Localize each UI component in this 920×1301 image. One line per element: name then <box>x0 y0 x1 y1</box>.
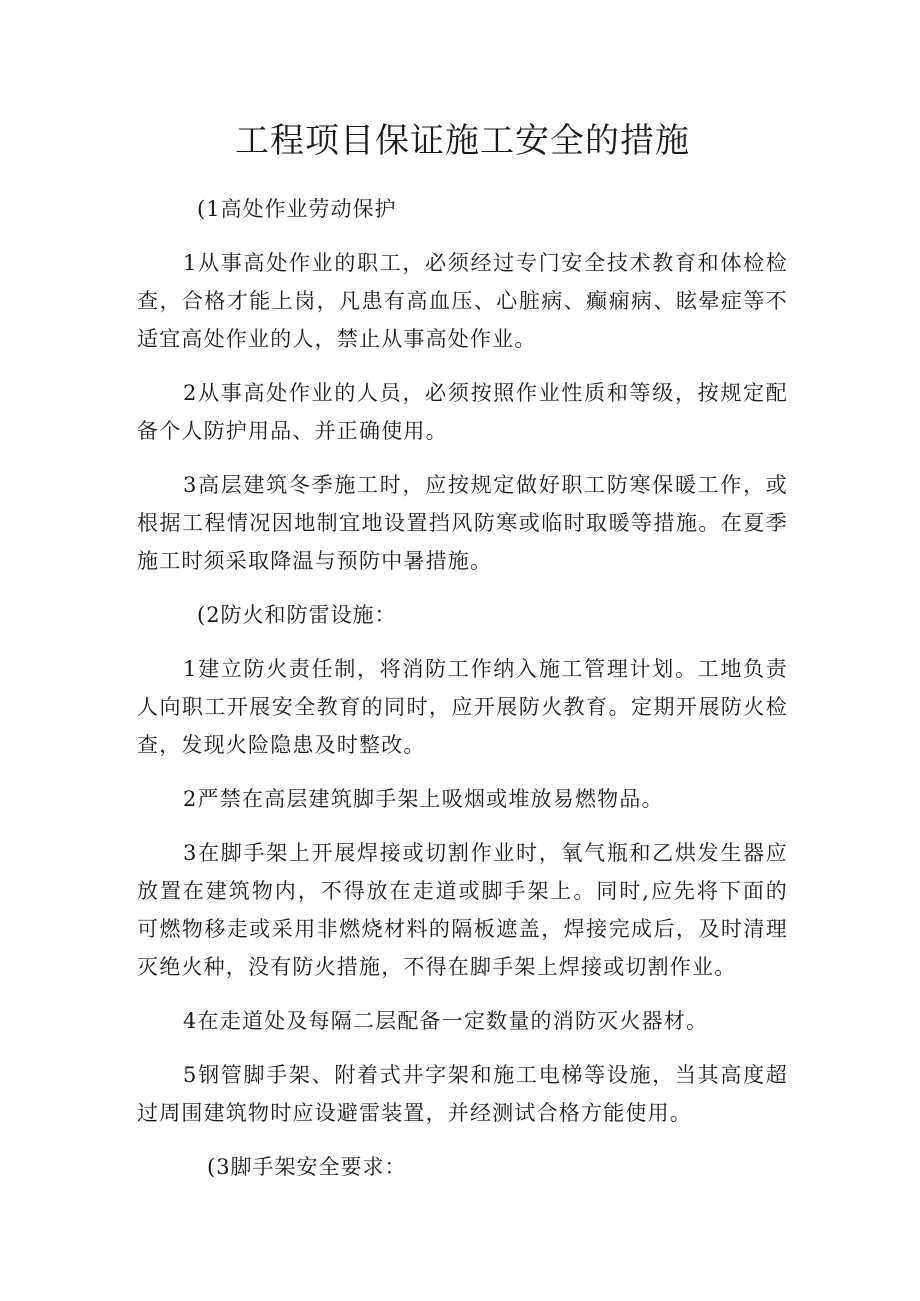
paragraph-2-5: 5钢管脚手架、附着式井字架和施工电梯等设施，当其高度超过周围建筑物时应设避雷装置，并经测试合格方能使用。 <box>137 1063 788 1125</box>
section-heading-3: (3脚手架安全要求： <box>207 1155 407 1179</box>
paragraph-1-3: 3高层建筑冬季施工时，应按规定做好职工防寒保暖工作，或根据工程情况因地制宜地设置挡风防寒或临时取暖等措施。在夏季施工时须采取降温与预防中暑措施。 <box>137 473 788 573</box>
paragraph-2-2: 2严禁在高层建筑脚手架上吸烟或堆放易燃物品。 <box>183 787 664 811</box>
paragraph-2-1: 1建立防火责任制，将消防工作纳入施工管理计划。工地负责人向职工开展安全教育的同时，应开展防火教育。定期开展防火检查，发现火险隐患及时整改。 <box>137 657 788 757</box>
paragraph-1-2: 2从事高处作业的人员，必须按照作业性质和等级，按规定配备个人防护用品、并正确使用。 <box>137 381 788 443</box>
paragraph-2-4: 4在走道处及每隔二层配备一定数量的消防灭火器材。 <box>183 1009 709 1033</box>
paragraph-1-1: 1从事高处作业的职工，必须经过专门安全技术教育和体检检查，合格才能上岗，凡患有高血压、心脏病、癫痫病、眩晕症等不适宜高处作业的人，禁止从事高处作业。 <box>137 251 788 351</box>
document-title: 工程项目保证施工安全的措施 <box>235 121 690 161</box>
section-heading-1: (1高处作业劳动保护 <box>197 197 397 221</box>
section-heading-2: (2防火和防雷设施： <box>197 603 397 627</box>
paragraph-2-3: 3在脚手架上开展焊接或切割作业时，氧气瓶和乙烘发生器应放置在建筑物内，不得放在走道或脚手架上。同时,应先将下面的可燃物移走或采用非燃烧材料的隔板遮盖，焊接完成后，及时清理灭绝火种，没有防火措施，不得在脚手架上焊接或切割作业。 <box>137 841 788 979</box>
